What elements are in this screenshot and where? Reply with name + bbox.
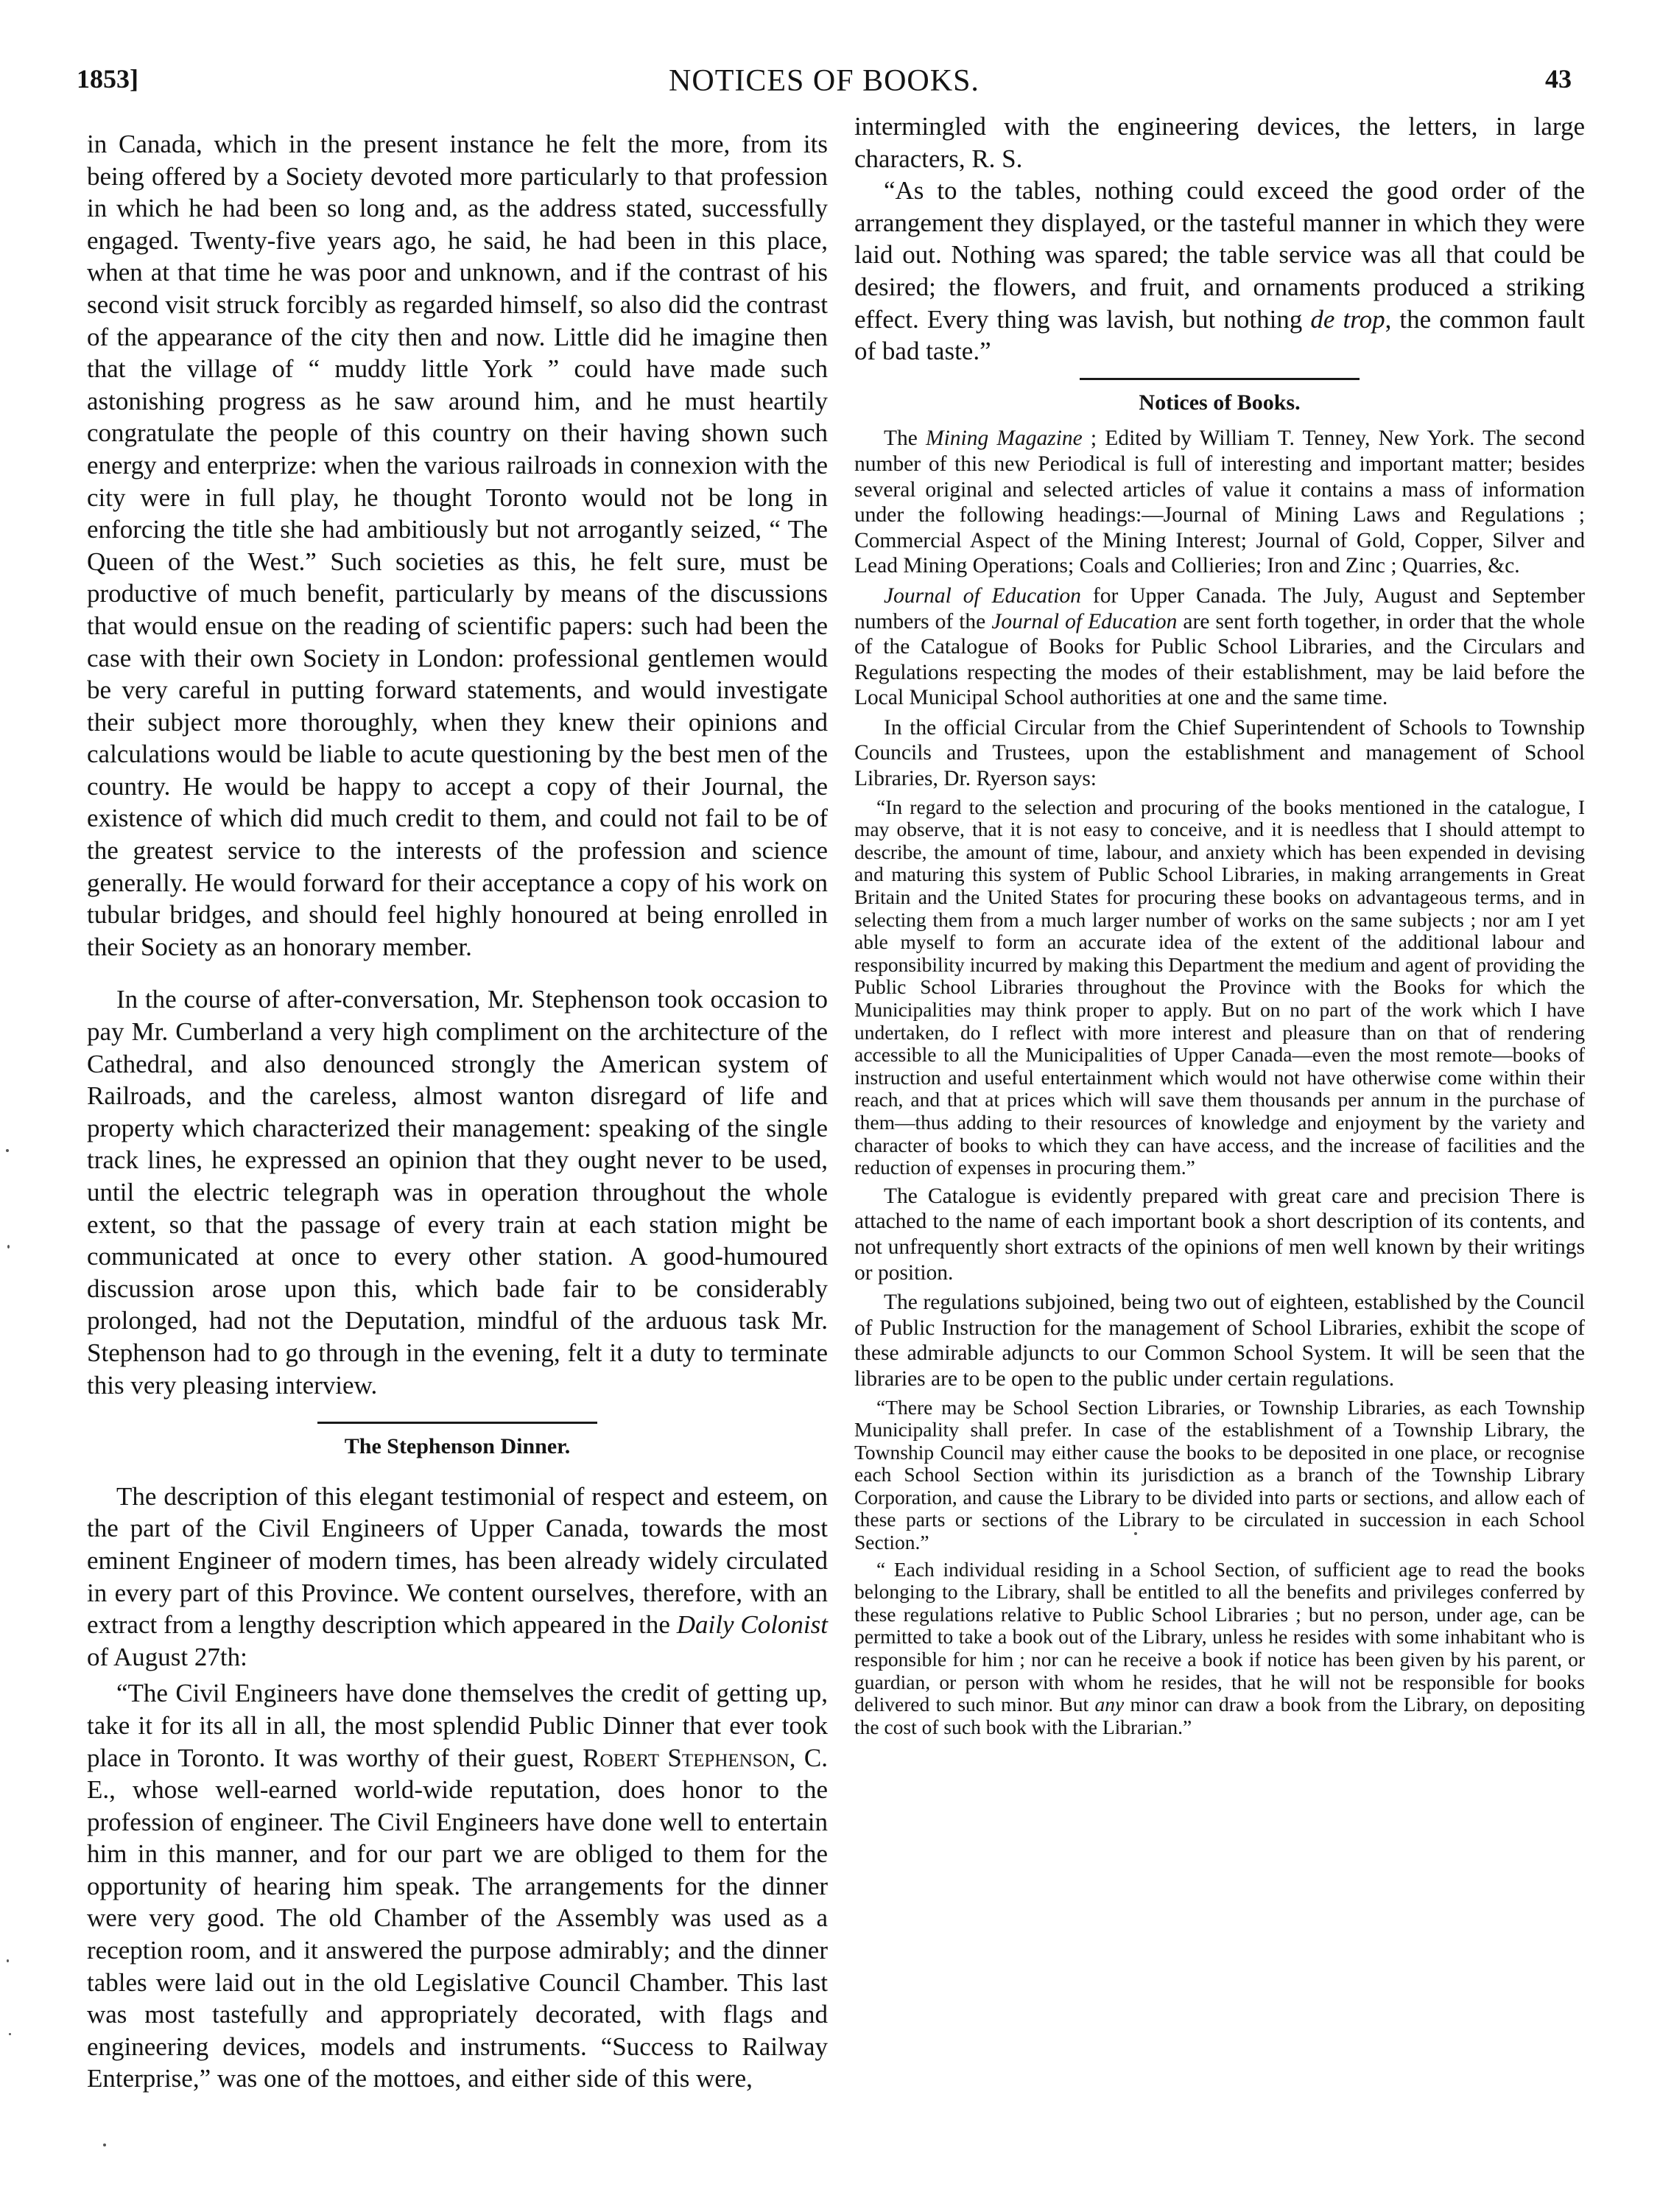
section-title-stephenson-dinner: The Stephenson Dinner.: [344, 1434, 571, 1459]
mining-text: ; Edited by William T. Tenney, New York. The second number of this new Periodical is full of interesting and important matter; besides several original and selected articles of value it contains a mass of information under the following headings:—Journal of Mining Laws and Regulations ; Commercial Aspect of the Mining Interest; Journal of Gold, Copper, Silver and Lead Mining Operations; Coals and Collieries; Iron and Zinc ; Quarries, &c.: [854, 426, 1585, 578]
de-trop-phrase: de trop: [1310, 304, 1385, 334]
tables-paragraph: [854, 175, 1585, 368]
dinner-quote-paragraph: [87, 1677, 828, 2095]
speck: [9, 2033, 11, 2035]
mining-text-start: The: [884, 426, 926, 451]
speck: [7, 1959, 9, 1962]
right-column: [854, 110, 1585, 1738]
mining-magazine-title: Mining Magazine: [926, 426, 1083, 451]
running-title: NOTICES OF BOOKS.: [669, 64, 980, 98]
ryerson-quote: “In regard to the selection and procuring of the books mentioned in the catalogue, I may observe, that it is not easy to conceive, and it is needless that I should attempt to describe, the amount of time, labour, and anxiety which has been expended in devising and maturing this system of Public School Libraries, in making arrangements in Great Britain and the United States for procuring these books on advantageous terms, and in selecting them from a much larger number of works on the same subjects ; nor am I yet able myself to form an accurate idea of the extent of the additional labour and responsibility incurred by making this Department the medium and agent of providing the Public School Libraries throughout the Province with the Books for which the Municipalities may think proper to apply. But on no part of the work which I have undertaken, do I reflect with more interest and pleasure than on that of rendering accessible to all the Municipalities of Upper Canada—even the most remote—books of instruction and useful entertainment which would not have otherwise come within their reach, and that at prices which will save them thousands per annum in the purchase of them—thus adding to their resources of knowledge and enjoyment by the variety and character of books to which they can have access, and the increase of facilities and the reduction of expenses in procuring them.”: [854, 795, 1585, 1179]
speck: [7, 1245, 10, 1249]
section-title-notices-of-books: Notices of Books.: [1139, 390, 1301, 415]
journal-text-end: are sent forth together, in order that the whole of the Catalogue of Books for Public School Libraries, and the Circulars and Regulations respecting the modes of their establishment, may be laid before the Local Municipal School authorities at one and the same time.: [854, 609, 1585, 710]
tables-text-end: , the common fault of bad taste.”: [854, 304, 1585, 366]
circular-intro-paragraph: In the official Circular from the Chief Superintendent of Schools to Township Councils and Trustees, upon the establishment and management of School Libraries, Dr. Ryerson says:: [854, 715, 1585, 791]
dinner-description-paragraph: [87, 1481, 828, 1674]
regulation-quote-1: “There may be School Section Libraries, or Township Libraries, as each Township Municipality shall prefer. In case of the establishment of a Township Library, the Township Council may either cause the books to be deposited in one place, or recognise each School Section within its jurisdiction as a branch of the Township Library Corporation, and cause the Library to be divided into parts or sections, and allow each of these parts or sections of the Library to be circulated in succession in each School Section.”: [854, 1395, 1585, 1554]
continued-quote-paragraph: intermingled with the engineering devices, the letters, in large characters, R. S.: [854, 112, 1585, 173]
conversation-paragraph: In the course of after-conversation, Mr. Stephenson took occasion to pay Mr. Cumberland a very high compliment on the architecture of the Cathedral, and also denounced strongly the American system of Railroads, and the careless, almost wanton disregard of life and property which characterized their management: speaking of the single track lines, he expressed an opinion that they ought never to be used, until the electric telegraph was in operation throughout the whole extent, so that the passage of every train at each station might be communicated at once to every other station. A good-humoured discussion arose upon this, which bade fair to be considerably prolonged, had not the Deputation, mindful of the arduous task Mr. Stephenson had to go through in the evening, felt it a duty to terminate this very pleasing interview.: [87, 985, 828, 1400]
dinner-description-text: The description of this elegant testimonial of respect and esteem, on the part of the Civil Engineers of Upper Canada, towards the most eminent Engineer of modern times, has been already widely circulated in every part of this Province. We content ourselves, therefore, with an extract from a lengthy description which appeared in the: [87, 1481, 828, 1640]
daily-colonist-title: Daily Colonist: [676, 1610, 828, 1640]
regulations-paragraph: The regulations subjoined, being two out of eighteen, established by the Council of Public Instruction for the management of School Libraries, exhibit the scope of these admirable adjuncts to our Common School System. It will be seen that the libraries are to be open to the public under certain regulations.: [854, 1291, 1585, 1391]
speck: [103, 2143, 106, 2146]
speck: [1134, 1532, 1137, 1535]
dinner-quote-text: “The Civil Engineers have done themselves the credit of getting up, take it for its all in all, the most splendid Public Dinner that ever took place in Toronto. It was worthy of their guest,: [87, 1679, 828, 1772]
journal-of-education-title: Journal of Education: [884, 583, 1081, 608]
catalogue-paragraph: The Catalogue is evidently prepared with great care and precision There is attached to the name of each important book a short description of its contents, and not unfrequently short extracts of the opinions of men well known by their writings or position.: [854, 1184, 1585, 1285]
tables-text: “As to the tables, nothing could exceed the good order of the arrangement they displayed, or the tasteful manner in which they were laid out. Nothing was spared; the table service was all that could be desired; the flowers, and fruit, and ornaments produced a striking effect. Every thing was lavish, but nothing: [854, 176, 1585, 334]
left-column: [87, 128, 828, 2095]
speech-paragraph: in Canada, which in the present instance he felt the more, from its being offered by a Society devoted more particularly to that profession in which he had been so long and, as the address stated, successfully engaged. Twenty-five years ago, he said, he had been in this place, when at that time he was poor and unknown, and if the contrast of his second visit struck forcibly as regarded himself, so also did the contrast of the appearance of the city then and now. Little did he imagine then that the village of “ muddy little York ” could have made such astonishing progress as he saw around him, and he must heartily congratulate the people of this country on their having shown such energy and enterprize: when the various railroads in connexion with the city were in full play, he thought Toronto would not be long in enforcing the title she had ambitiously but not arrogantly seized, “ The Queen of the West.” Such societies as this, he felt sure, must be productive of much benefit, particularly by means of the discussions that would ensue on the reading of scientific papers: such had been the case with their own Society in London: professional gentlemen would be very careful in putting forward statements, and would investigate their subject more thoroughly, when they knew their opinions and calculations would be liable to acute questioning by the best men of the country. He would be happy to accept a copy of their Journal, the existence of which did much credit to them, and could not fail to be of the greatest service to the interests of the profession and science generally. He would forward for their acceptance a copy of his work on tubular bridges, and should feel highly honoured at being enrolled in their Society as an honorary member.: [87, 130, 828, 961]
mining-magazine-notice: [854, 426, 1585, 579]
page-number: 43: [1545, 64, 1572, 94]
header-year: 1853]: [77, 64, 138, 94]
page-header: [77, 63, 1572, 100]
dinner-quote-continued: , C. E., whose well-earned world-wide reputation, does honor to the profession of engineer. The Civil Engineers have done well to entertain him in this manner, and for our part we are obliged to them for the opportunity of hearing him speak. The arrangements for the dinner were very good. The old Chamber of the Assembly was used as a reception room, and it answered the purpose admirably; and the dinner tables were laid out in the old Legislative Council Chamber. This last was most tastefully and appropriately decorated, with flags and engineering devices, models and instruments. “Success to Railway Enterprise,” was one of the mottoes, and either side of this were,: [87, 1743, 829, 2093]
regulation-quote-2-end: minor can draw a book from the Library, on depositing the cost of such book with the Librarian.”: [854, 1693, 1585, 1738]
journal-of-education-notice: [854, 583, 1585, 711]
regulation-quote-2: [854, 1559, 1585, 1739]
dinner-description-end: of August 27th:: [87, 1642, 247, 1671]
journal-of-education-title-2: Journal of Education: [991, 609, 1178, 633]
any-emphasis: any: [1094, 1693, 1125, 1716]
journal-text: for Upper Canada. The July, August and September numbers of the: [854, 583, 1585, 633]
robert-stephenson-name: Robert Stephenson: [583, 1743, 789, 1772]
regulation-quote-2-text: “ Each individual residing in a School Section, of sufficient age to read the books belonging to the Library, shall be entitled to all the benefits and privileges conferred by these regulations relative to Public School Libraries ; but no person, under age, can be permitted to take a book out of the Library, unless he resides with some inhabitant who is responsible for him ; nor can he receive a book if notice has been given by his parent, or guardian, or person with whom he resides, that he will not be responsible for books delivered to such minor. But: [854, 1557, 1585, 1716]
speck: [6, 1149, 9, 1152]
